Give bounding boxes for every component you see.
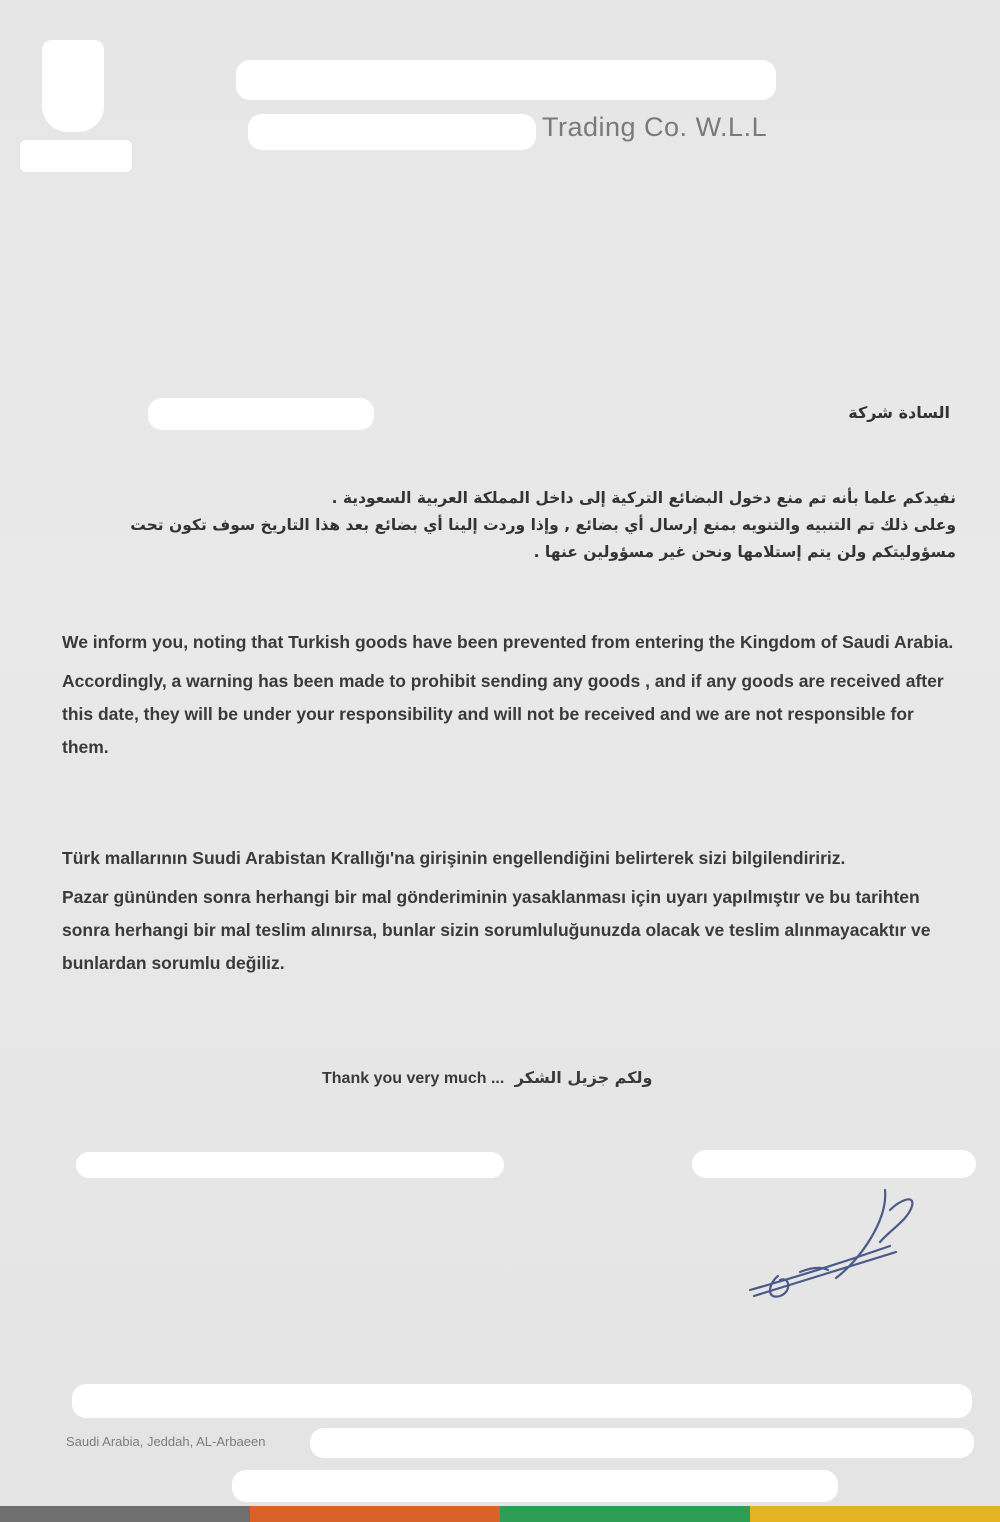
signature-stroke-4 xyxy=(754,1252,896,1296)
footer-line-2-redacted xyxy=(310,1428,974,1458)
turkish-paragraph-2: Pazar gününden sonra herhangi bir mal gönderiminin yasaklanması için uyarı yapılmıştır ve bu tarihten sonra herhangi bir mal teslim alınırsa, bunlar sizin sorumluluğunuzda olacak ve teslim alınmayacaktır ve bunlardan sorumlu değiliz. xyxy=(62,887,931,973)
closing-thanks xyxy=(322,1068,652,1088)
turkish-body xyxy=(62,842,962,980)
english-body xyxy=(62,626,962,764)
english-paragraph-1: We inform you, noting that Turkish goods have been prevented from entering the Kingdom of Saudi Arabia. xyxy=(62,632,954,652)
color-bar-orange xyxy=(250,1506,500,1522)
thanks-arabic: ولكم جزيل الشكر xyxy=(514,1068,653,1087)
company-name-en-prefix-redacted xyxy=(248,114,536,150)
turkish-paragraph-1: Türk mallarının Suudi Arabistan Krallığı'na girişinin engellendiğini belirterek sizi bilgilendiririz. xyxy=(62,848,846,868)
footer-address: Saudi Arabia, Jeddah, AL-Arbaeen xyxy=(66,1434,266,1449)
signature-stroke-2 xyxy=(836,1190,885,1278)
color-bar-gray xyxy=(0,1506,250,1522)
logo-redacted xyxy=(42,40,104,132)
greeting-arabic: السادة شركة xyxy=(848,403,950,422)
company-name-en: Trading Co. W.L.L xyxy=(542,112,768,142)
footer-line-3-redacted xyxy=(232,1470,838,1502)
thanks-english: Thank you very much ... xyxy=(322,1070,505,1087)
signatory-left-redacted xyxy=(76,1152,504,1178)
company-name-ar-redacted xyxy=(236,60,776,100)
footer-line-1-redacted xyxy=(72,1384,972,1418)
logo-caption-redacted xyxy=(20,140,132,172)
arabic-body xyxy=(60,485,956,566)
arabic-paragraph-1: نفيدكم علما بأنه تم منع دخول البضائع التركية إلى داخل المملكة العربية السعودية . xyxy=(331,489,956,507)
arabic-paragraph-2: وعلى ذلك تم التنبيه والتنويه بمنع إرسال أي بضائع , وإذا وردت إلينا أي بضائع بعد هذا التاريخ سوف تكون تحت مسؤوليتكم ولن يتم إستلامها ونحن غير مسؤولين عنها . xyxy=(130,516,956,561)
signatory-right-redacted xyxy=(692,1150,976,1178)
addressee-name-redacted xyxy=(148,398,374,430)
english-paragraph-2: Accordingly, a warning has been made to prohibit sending any goods , and if any goods are received after this date, they will be under your responsibility and will not be received and we are not responsible for them. xyxy=(62,671,944,757)
color-bar-yellow xyxy=(750,1506,1000,1522)
footer-color-bar xyxy=(0,1506,1000,1522)
handwritten-signature xyxy=(740,1180,940,1320)
color-bar-green xyxy=(500,1506,750,1522)
